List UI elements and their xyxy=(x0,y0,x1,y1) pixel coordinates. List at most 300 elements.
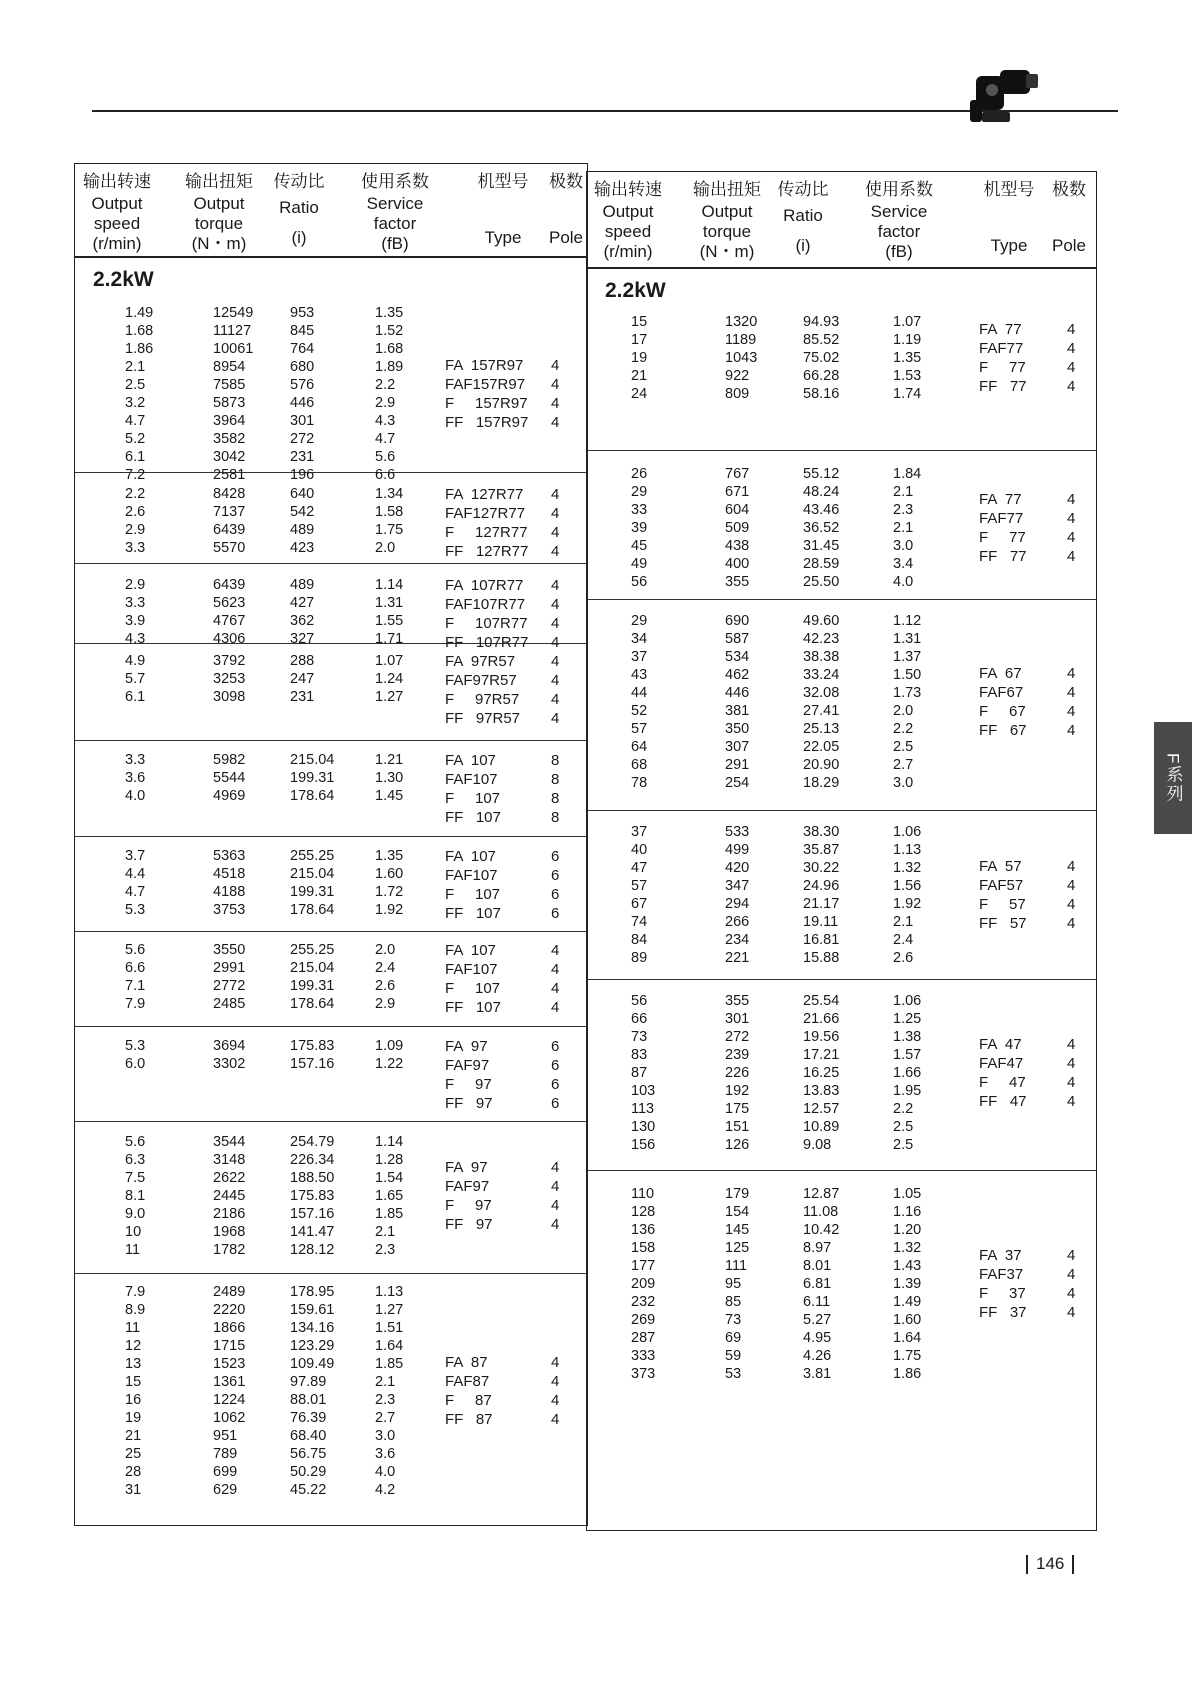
ratio-cell: 423 xyxy=(290,540,315,556)
torque-cell: 294 xyxy=(725,896,750,912)
column-header-torque-en-0: Output xyxy=(701,202,753,221)
type-code: F 97 xyxy=(445,1076,492,1093)
torque-cell: 1715 xyxy=(213,1338,246,1354)
service-factor-cell: 1.25 xyxy=(893,1011,922,1027)
pole-count: 4 xyxy=(551,1197,560,1214)
type-line xyxy=(979,702,1087,721)
motor-group xyxy=(587,811,1096,980)
speed-cell: 29 xyxy=(631,613,648,629)
ratio-cell: 3.81 xyxy=(803,1366,832,1382)
service-factor-cell: 1.56 xyxy=(893,878,922,894)
torque-cell: 291 xyxy=(725,757,750,773)
type-line xyxy=(979,857,1087,876)
motor-group xyxy=(75,644,587,741)
type-line xyxy=(445,941,571,960)
torque-cell: 2581 xyxy=(213,467,246,483)
pole-count: 6 xyxy=(551,1038,560,1055)
ratio-cell: 199.31 xyxy=(290,770,335,786)
type-line xyxy=(445,485,571,504)
type-code: FAF97 xyxy=(445,1057,490,1074)
ratio-cell: 178.64 xyxy=(290,902,335,918)
type-code: F 97R57 xyxy=(445,691,520,708)
type-line xyxy=(445,1372,571,1391)
service-factor-cell: 1.07 xyxy=(893,314,922,330)
type-line xyxy=(445,523,571,542)
service-factor-cell: 1.66 xyxy=(893,1065,922,1081)
table-row xyxy=(75,1133,587,1151)
torque-cell: 355 xyxy=(725,993,750,1009)
type-line xyxy=(979,683,1087,702)
motor-group xyxy=(75,932,587,1027)
speed-cell: 5.3 xyxy=(125,1038,146,1054)
speed-cell: 19 xyxy=(631,350,648,366)
ratio-cell: 157.16 xyxy=(290,1206,335,1222)
torque-cell: 3148 xyxy=(213,1152,246,1168)
type-code: FAF127R77 xyxy=(445,505,526,522)
column-header-service-en-2: (fB) xyxy=(885,242,913,261)
service-factor-cell: 1.58 xyxy=(375,504,404,520)
torque-cell: 400 xyxy=(725,556,750,572)
speed-cell: 209 xyxy=(631,1276,656,1292)
type-line xyxy=(979,914,1087,933)
table-row xyxy=(75,322,587,340)
table-row xyxy=(587,774,1096,792)
type-line xyxy=(445,770,571,789)
ratio-cell: 42.23 xyxy=(803,631,840,647)
pole-count: 4 xyxy=(1067,510,1076,527)
ratio-cell: 18.29 xyxy=(803,775,840,791)
torque-cell: 499 xyxy=(725,842,750,858)
speed-cell: 33 xyxy=(631,502,648,518)
torque-cell: 3098 xyxy=(213,689,246,705)
table-row xyxy=(75,304,587,322)
ratio-cell: 21.17 xyxy=(803,896,840,912)
type-line xyxy=(445,394,571,413)
speed-cell: 1.49 xyxy=(125,305,154,321)
type-line xyxy=(445,542,571,561)
type-line xyxy=(445,1410,571,1429)
torque-cell: 2489 xyxy=(213,1284,246,1300)
pole-count: 4 xyxy=(551,1392,560,1409)
pole-count: 6 xyxy=(551,848,560,865)
speed-cell: 56 xyxy=(631,574,648,590)
table-row xyxy=(75,1283,587,1301)
type-line xyxy=(979,339,1087,358)
right-table xyxy=(586,171,1097,1531)
type-code: FF 87 xyxy=(445,1411,493,1428)
type-line xyxy=(445,690,571,709)
pole-count: 4 xyxy=(551,710,560,727)
ratio-cell: 362 xyxy=(290,613,315,629)
ratio-cell: 178.95 xyxy=(290,1284,335,1300)
table-row xyxy=(587,823,1096,841)
type-line xyxy=(445,1177,571,1196)
type-code: FF 57 xyxy=(979,915,1027,932)
type-line xyxy=(979,490,1087,509)
pole-count: 4 xyxy=(1067,1074,1076,1091)
torque-cell: 126 xyxy=(725,1137,750,1153)
service-factor-cell: 4.2 xyxy=(375,1482,396,1498)
column-header-ratio-en-0: Ratio xyxy=(783,206,823,225)
speed-cell: 15 xyxy=(631,314,648,330)
type-code: FA 77 xyxy=(979,491,1022,508)
ratio-cell: 489 xyxy=(290,522,315,538)
column-header-torque-en-2: (N・m) xyxy=(699,242,755,261)
type-code: FAF67 xyxy=(979,684,1024,701)
type-line xyxy=(445,960,571,979)
torque-cell: 2485 xyxy=(213,996,246,1012)
torque-cell: 1320 xyxy=(725,314,758,330)
torque-cell: 5982 xyxy=(213,752,246,768)
service-factor-cell: 1.72 xyxy=(375,884,404,900)
type-line xyxy=(445,1056,571,1075)
ratio-cell: 27.41 xyxy=(803,703,840,719)
ratio-cell: 199.31 xyxy=(290,978,335,994)
service-factor-cell: 1.89 xyxy=(375,359,404,375)
power-rating xyxy=(75,258,587,294)
type-line xyxy=(979,1092,1087,1111)
speed-cell: 3.7 xyxy=(125,848,146,864)
ratio-cell: 5.27 xyxy=(803,1312,832,1328)
column-header-speed-en-1: speed xyxy=(93,214,141,233)
type-line xyxy=(445,709,571,728)
speed-cell: 2.9 xyxy=(125,577,146,593)
ratio-cell: 36.52 xyxy=(803,520,840,536)
speed-cell: 78 xyxy=(631,775,648,791)
ratio-cell: 247 xyxy=(290,671,315,687)
ratio-cell: 10.42 xyxy=(803,1222,840,1238)
pole-count: 6 xyxy=(551,886,560,903)
table-row xyxy=(587,1221,1096,1239)
type-code: F 47 xyxy=(979,1074,1026,1091)
column-header-torque-en-0: Output xyxy=(193,194,245,213)
service-factor-cell: 1.64 xyxy=(893,1330,922,1346)
ratio-cell: 446 xyxy=(290,395,315,411)
ratio-cell: 255.25 xyxy=(290,848,335,864)
service-factor-cell: 2.2 xyxy=(375,377,396,393)
type-code: FF 77 xyxy=(979,378,1027,395)
table-row xyxy=(75,1319,587,1337)
type-code: FF 107 xyxy=(445,809,501,826)
service-factor-cell: 3.0 xyxy=(893,538,914,554)
ratio-cell: 215.04 xyxy=(290,752,335,768)
ratio-cell: 272 xyxy=(290,431,315,447)
ratio-cell: 88.01 xyxy=(290,1392,327,1408)
column-header-service-zh: 使用系数 xyxy=(361,172,429,191)
ratio-cell: 199.31 xyxy=(290,884,335,900)
service-factor-cell: 1.05 xyxy=(893,1186,922,1202)
pole-count: 4 xyxy=(551,414,560,431)
torque-cell: 3792 xyxy=(213,653,246,669)
ratio-cell: 50.29 xyxy=(290,1464,327,1480)
torque-cell: 11127 xyxy=(213,323,252,339)
ratio-cell: 85.52 xyxy=(803,332,840,348)
speed-cell: 19 xyxy=(125,1410,142,1426)
column-header-pole xyxy=(1052,180,1086,256)
service-factor-cell: 1.34 xyxy=(375,486,404,502)
ratio-cell: 19.56 xyxy=(803,1029,840,1045)
ratio-cell: 175.83 xyxy=(290,1188,335,1204)
type-code: FA 97R57 xyxy=(445,653,516,670)
column-header-service-en-2: (fB) xyxy=(381,234,409,253)
type-code: F 87 xyxy=(445,1392,492,1409)
service-factor-cell: 1.60 xyxy=(375,866,404,882)
speed-cell: 25 xyxy=(125,1446,142,1462)
type-line xyxy=(445,751,571,770)
type-code: FF 97 xyxy=(445,1216,493,1233)
table-row xyxy=(587,465,1096,483)
pole-count: 4 xyxy=(551,505,560,522)
ratio-cell: 8.01 xyxy=(803,1258,832,1274)
column-header-speed-zh: 输出转速 xyxy=(594,180,662,199)
type-code: FAF87 xyxy=(445,1373,490,1390)
ratio-cell: 38.38 xyxy=(803,649,840,665)
power-rating-label: 2.2kW xyxy=(605,279,666,302)
service-factor-cell: 2.1 xyxy=(375,1224,396,1240)
motor-group xyxy=(75,294,587,483)
table-row xyxy=(587,1118,1096,1136)
service-factor-cell: 2.1 xyxy=(375,1374,396,1390)
speed-cell: 40 xyxy=(631,842,648,858)
type-code: FF 157R97 xyxy=(445,414,529,431)
ratio-cell: 16.81 xyxy=(803,932,840,948)
motor-group xyxy=(587,1171,1096,1391)
column-header-pole xyxy=(549,172,583,248)
service-factor-cell: 1.57 xyxy=(893,1047,922,1063)
ratio-cell: 20.90 xyxy=(803,757,840,773)
speed-cell: 24 xyxy=(631,386,648,402)
pole-count: 4 xyxy=(551,999,560,1016)
pole-count: 4 xyxy=(1067,665,1076,682)
ratio-cell: 12.87 xyxy=(803,1186,840,1202)
column-header-speed-zh: 输出转速 xyxy=(83,172,151,191)
column-header-speed-en-0: Output xyxy=(602,202,654,221)
pole-count: 4 xyxy=(1067,858,1076,875)
ratio-cell: 128.12 xyxy=(290,1242,335,1258)
table-row xyxy=(75,1241,587,1259)
ratio-cell: 25.13 xyxy=(803,721,840,737)
torque-cell: 534 xyxy=(725,649,750,665)
ratio-cell: 4.26 xyxy=(803,1348,832,1364)
table-row xyxy=(587,1203,1096,1221)
type-code: FA 77 xyxy=(979,321,1022,338)
column-header-ratio-en-1: (i) xyxy=(795,236,811,255)
torque-cell: 809 xyxy=(725,386,750,402)
torque-cell: 3550 xyxy=(213,942,246,958)
pole-count: 4 xyxy=(551,1216,560,1233)
service-factor-cell: 1.86 xyxy=(893,1366,922,1382)
speed-cell: 103 xyxy=(631,1083,656,1099)
type-code: F 77 xyxy=(979,529,1026,546)
speed-cell: 3.3 xyxy=(125,540,146,556)
ratio-cell: 75.02 xyxy=(803,350,840,366)
pole-count: 4 xyxy=(1067,1285,1076,1302)
ratio-cell: 21.66 xyxy=(803,1011,840,1027)
service-factor-cell: 4.7 xyxy=(375,431,396,447)
speed-cell: 4.3 xyxy=(125,631,146,647)
ratio-cell: 48.24 xyxy=(803,484,840,500)
type-code: FA 97 xyxy=(445,1038,488,1055)
pole-count: 4 xyxy=(1067,548,1076,565)
pole-count: 4 xyxy=(1067,684,1076,701)
torque-cell: 2445 xyxy=(213,1188,246,1204)
torque-cell: 266 xyxy=(725,914,750,930)
table-row xyxy=(75,1481,587,1499)
torque-cell: 154 xyxy=(725,1204,750,1220)
ratio-cell: 576 xyxy=(290,377,315,393)
torque-cell: 671 xyxy=(725,484,750,500)
type-line xyxy=(979,320,1087,339)
service-factor-cell: 2.4 xyxy=(375,960,396,976)
torque-cell: 355 xyxy=(725,574,750,590)
ratio-cell: 68.40 xyxy=(290,1428,327,1444)
type-line xyxy=(445,847,571,866)
column-header-ratio-en-0: Ratio xyxy=(279,198,319,217)
service-factor-cell: 3.6 xyxy=(375,1446,396,1462)
torque-cell: 95 xyxy=(725,1276,742,1292)
service-factor-cell: 1.95 xyxy=(893,1083,922,1099)
speed-cell: 29 xyxy=(631,484,648,500)
torque-cell: 307 xyxy=(725,739,750,755)
speed-cell: 31 xyxy=(125,1482,142,1498)
ratio-cell: 58.16 xyxy=(803,386,840,402)
speed-cell: 83 xyxy=(631,1047,648,1063)
page-number: 146 xyxy=(1036,1554,1065,1573)
column-header-torque-en-1: torque xyxy=(194,214,244,233)
service-factor-cell: 1.52 xyxy=(375,323,404,339)
service-factor-cell: 2.5 xyxy=(893,1119,914,1135)
ratio-cell: 97.89 xyxy=(290,1374,327,1390)
ratio-cell: 196 xyxy=(290,467,315,483)
torque-cell: 1224 xyxy=(213,1392,246,1408)
service-factor-cell: 2.3 xyxy=(375,1242,396,1258)
speed-cell: 2.6 xyxy=(125,504,146,520)
service-factor-cell: 2.3 xyxy=(893,502,914,518)
pole-count: 4 xyxy=(1067,896,1076,913)
ratio-cell: 157.16 xyxy=(290,1056,335,1072)
pole-count: 4 xyxy=(551,634,560,651)
type-line xyxy=(445,885,571,904)
column-header-torque-zh: 输出扭矩 xyxy=(185,172,253,191)
ratio-cell: 8.97 xyxy=(803,1240,832,1256)
service-factor-cell: 2.2 xyxy=(893,721,914,737)
torque-cell: 1968 xyxy=(213,1224,246,1240)
speed-cell: 21 xyxy=(125,1428,142,1444)
type-line xyxy=(445,356,571,375)
pole-count: 4 xyxy=(551,357,560,374)
type-code: FA 107 xyxy=(445,942,496,959)
column-header-type xyxy=(478,172,529,248)
series-label: F系列 xyxy=(1163,752,1183,804)
pole-count: 4 xyxy=(551,395,560,412)
type-line xyxy=(979,1035,1087,1054)
type-line xyxy=(979,895,1087,914)
torque-cell: 226 xyxy=(725,1065,750,1081)
ratio-cell: 178.64 xyxy=(290,996,335,1012)
speed-cell: 2.9 xyxy=(125,522,146,538)
pole-count: 4 xyxy=(1067,529,1076,546)
pole-count: 4 xyxy=(551,1373,560,1390)
column-header-speed-en-2: (r/min) xyxy=(92,234,142,253)
torque-cell: 2220 xyxy=(213,1302,246,1318)
speed-cell: 44 xyxy=(631,685,648,701)
table-row xyxy=(587,1329,1096,1347)
ratio-cell: 16.25 xyxy=(803,1065,840,1081)
pole-count: 4 xyxy=(1067,1304,1076,1321)
type-line xyxy=(445,998,571,1017)
service-factor-cell: 2.3 xyxy=(375,1392,396,1408)
torque-cell: 234 xyxy=(725,932,750,948)
ratio-cell: 66.28 xyxy=(803,368,840,384)
column-header-service-en-1: factor xyxy=(877,222,921,241)
type-code: F 97 xyxy=(445,1197,492,1214)
torque-cell: 350 xyxy=(725,721,750,737)
torque-cell: 3302 xyxy=(213,1056,246,1072)
type-code: FAF97R57 xyxy=(445,672,517,689)
speed-cell: 84 xyxy=(631,932,648,948)
speed-cell: 89 xyxy=(631,950,648,966)
ratio-cell: 231 xyxy=(290,689,315,705)
service-factor-cell: 1.92 xyxy=(893,896,922,912)
pole-count: 8 xyxy=(551,790,560,807)
ratio-cell: 231 xyxy=(290,449,315,465)
column-header-service-en-0: Service xyxy=(366,194,424,213)
torque-cell: 509 xyxy=(725,520,750,536)
type-code: FA 107 xyxy=(445,752,496,769)
type-line xyxy=(979,1073,1087,1092)
torque-cell: 151 xyxy=(725,1119,750,1135)
torque-cell: 1062 xyxy=(213,1410,246,1426)
ratio-cell: 56.75 xyxy=(290,1446,327,1462)
type-code: F 37 xyxy=(979,1285,1026,1302)
type-code: F 107 xyxy=(445,886,501,903)
torque-cell: 587 xyxy=(725,631,750,647)
pole-count: 4 xyxy=(551,1159,560,1176)
type-code: FA 97 xyxy=(445,1159,488,1176)
speed-cell: 5.6 xyxy=(125,942,146,958)
torque-cell: 420 xyxy=(725,860,750,876)
torque-cell: 85 xyxy=(725,1294,742,1310)
torque-cell: 446 xyxy=(725,685,750,701)
speed-cell: 87 xyxy=(631,1065,648,1081)
pole-count: 8 xyxy=(551,809,560,826)
table-row xyxy=(587,931,1096,949)
ratio-cell: 30.22 xyxy=(803,860,840,876)
speed-cell: 5.3 xyxy=(125,902,146,918)
torque-cell: 192 xyxy=(725,1083,750,1099)
ratio-cell: 109.49 xyxy=(290,1356,335,1372)
torque-cell: 179 xyxy=(725,1186,750,1202)
speed-cell: 8.1 xyxy=(125,1188,146,1204)
ratio-cell: 489 xyxy=(290,577,315,593)
service-factor-cell: 1.35 xyxy=(375,848,404,864)
pole-count: 8 xyxy=(551,752,560,769)
type-line xyxy=(979,876,1087,895)
service-factor-cell: 1.06 xyxy=(893,824,922,840)
column-header-service-zh: 使用系数 xyxy=(865,180,933,199)
speed-cell: 15 xyxy=(125,1374,142,1390)
torque-cell: 5363 xyxy=(213,848,246,864)
service-factor-cell: 2.7 xyxy=(893,757,914,773)
service-factor-cell: 1.39 xyxy=(893,1276,922,1292)
table-row xyxy=(587,573,1096,591)
type-line xyxy=(445,1037,571,1056)
service-factor-cell: 1.21 xyxy=(375,752,404,768)
ratio-cell: 640 xyxy=(290,486,315,502)
torque-cell: 12549 xyxy=(213,305,254,321)
speed-cell: 9.0 xyxy=(125,1206,146,1222)
column-header-type-zh: 机型号 xyxy=(477,172,529,191)
